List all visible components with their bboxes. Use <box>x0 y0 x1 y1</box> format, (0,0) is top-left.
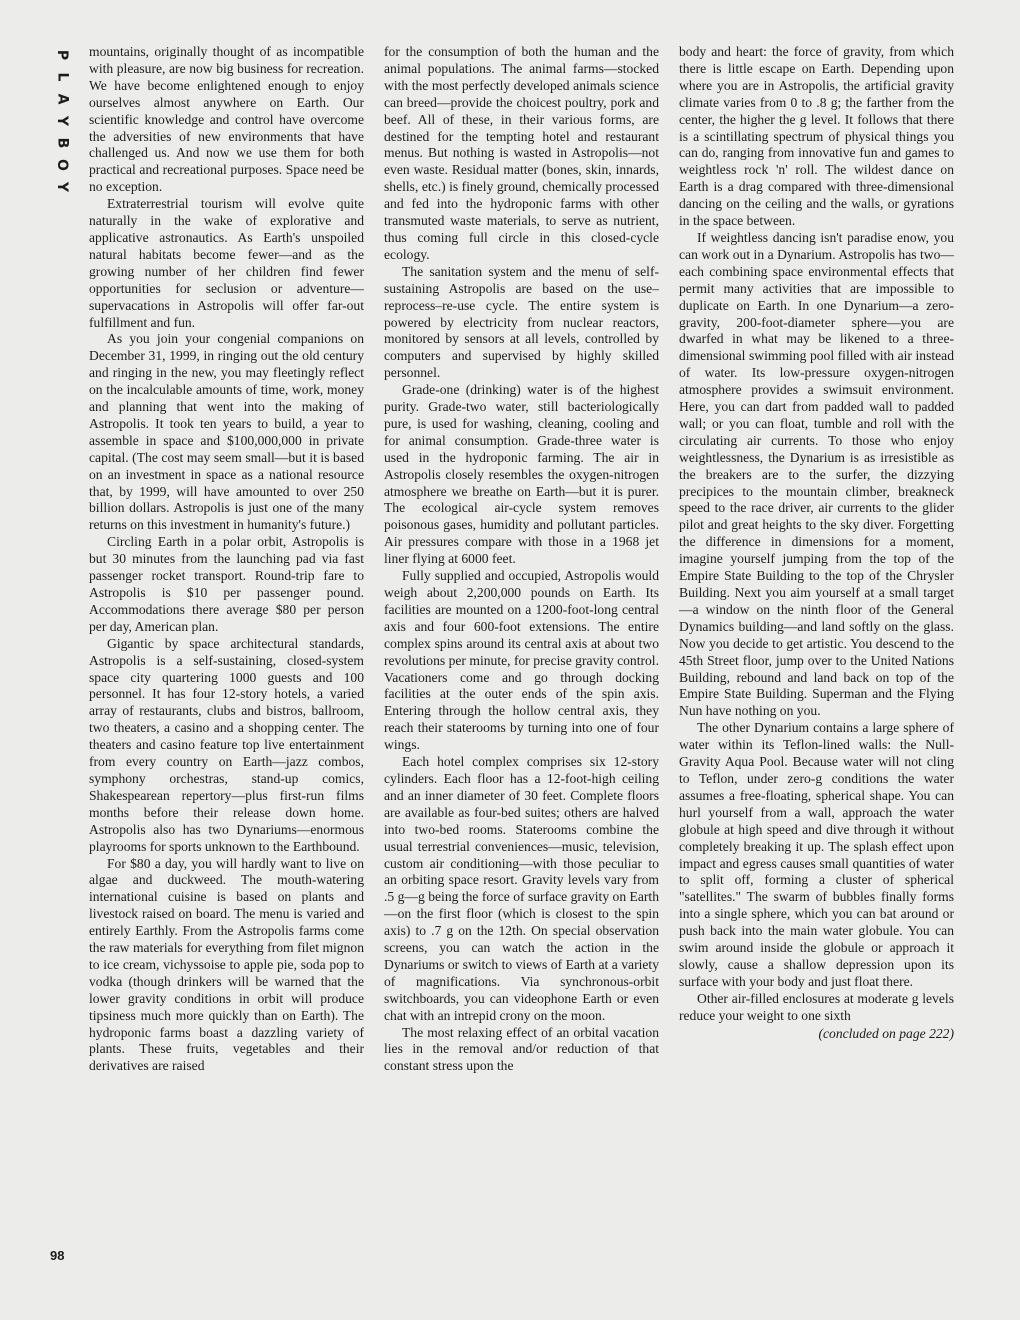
magazine-title-vertical <box>52 44 72 198</box>
paragraph: The sanitation system and the menu of self-sustaining Astropolis are based on the use–reprocess–re-use cycle. The entire system is powered by electricity from nuclear reactors, monitored by sensors at all levels, controlled by computers and supervised by highly skilled personnel. <box>384 263 659 381</box>
text-column-2 <box>384 44 659 1264</box>
paragraph: for the consumption of both the human and the animal populations. The animal farms—stocked with the most perfectly developed animals science can breed—provide the choicest poultry, pork and beef. All of these, in their various forms, are destined for the tempting hotel and restaurant menus. But nothing is wasted in Astropolis—not even waste. Residual matter (bones, skin, innards, shells, etc.) is finely ground, chemically processed and fed into the hydroponic farms with other transmuted waste materials, to serve as nutrient, thus coming full circle in this closed-cycle ecology. <box>384 44 659 262</box>
logo-letter: Y <box>53 115 70 127</box>
text-column-3 <box>679 44 954 1264</box>
paragraph: Grade-one (drinking) water is of the highest purity. Grade-two water, still bacteriologically pure, is used for washing, cleaning, cooling and for animal consumption. Grade-three water is used in the hydroponic farming. The air in Astropolis closely resembles the oxygen-nitrogen atmosphere we breathe on Earth—but it is purer. The ecological air-cycle system removes poisonous gases, humidity and pollutant particles. Air pressures compare with those in a 1968 jet liner flying at 6000 feet. <box>384 382 659 567</box>
paragraph: Fully supplied and occupied, Astropolis would weigh about 2,200,000 pounds on Earth. Its facilities are mounted on a 1200-foot-long central axis and four 600-foot extensions. The entire complex spins around its central axis at about two revolutions per minute, for precise gravity control. Vacationers come and go through docking facilities at the outer ends of the spin axis. Entering through the hollow central axis, they reach their staterooms by turning into one of four wings. <box>384 568 659 753</box>
text-column-1 <box>89 44 364 1264</box>
paragraph: body and heart: the force of gravity, from which there is little escape on Earth. Depending upon where you are in Astropolis, the artificial gravity climate varies from 0 to .8 g; the farther from the center, the higher the g level. It follows that there is a scintillating spectrum of physical things you can do, ranging from innovative fun and games to weightless rock 'n' roll. The wildest dance on Earth is a drag compared with three-dimensional dancing on the ceiling and the walls, or gyrations in the space between. <box>679 44 954 229</box>
paragraph: If weightless dancing isn't paradise enow, you can work out in a Dynarium. Astropolis has two—each combining space environmental effects that permit many activities that are impossible to duplicate on Earth. In one Dynarium—a zero-gravity, 200-foot-diameter sphere—you are dwarfed in what may be likened to a three-dimensional swimming pool filled with air instead of water. Its low-pressure oxygen-nitrogen atmosphere provides a swimsuit environment. Here, you can dart from padded wall to padded wall; or you can float, tumble and roll with the circulating air currents. To those who enjoy weightlessness, the Dynarium is as irresistible as the breakers are to the surfer, the dizzying precipices to the mountain climber, breakneck speed to the race driver, air currents to the glider pilot and great heights to the sky diver. Forgetting the difference in dimensions for a moment, imagine yourself jumping from the top of the Empire State Building to the top of the Chrysler Building. Next you aim yourself at a small target—a window on the ninth floor of the General Dynamics building—and land softly on the glass. Now you decide to get artistic. You descend to the 45th Street floor, jump over to the United Nations Building, rebound and land back on top of the Empire State Building. Superman and the Flying Nun have nothing on you. <box>679 229 954 719</box>
logo-letter: B <box>53 137 70 149</box>
page-number: 98 <box>50 1248 65 1263</box>
logo-letter: A <box>54 93 70 105</box>
paragraph: The other Dynarium contains a large sphere of water within its Teflon-lined walls: the Null-Gravity Aqua Pool. Because water will not cling to Teflon, under zero-g conditions the water assumes a free-floating, spherical shape. You can hurl yourself from a wall, approach the water globule at high speed and dive through it without completely breaking it up. The splash effect upon impact and egress causes small quantities of water to split off, forming a cluster of spherical "satellites." The swarm of bubbles finally forms into a single sphere, which you can bat around or push back into the main water globule. You can swim around inside the globule or approach it slowly, cause a shallow depression upon its surface with your body and just float there. <box>679 720 954 989</box>
logo-letter: P <box>53 49 70 61</box>
paragraph: Gigantic by space architectural standards, Astropolis is a self-sustaining, closed-system space city quartering 1000 guests and 100 personnel. It has four 12-story hotels, a varied array of restaurants, clubs and bistros, ballroom, two theaters, a casino and a shopping center. The theaters and casino feature top live entertainment from every country on Earth—jazz combos, symphony orchestras, stand-up comics, Shakespearean repertory—plus first-run films months before their release down home. Astropolis also has two Dynariums—enormous playrooms for sports unknown to the Earthbound. <box>89 635 364 854</box>
paragraph: Other air-filled enclosures at moderate g levels reduce your weight to one sixth <box>679 990 954 1023</box>
logo-letter: L <box>53 72 70 82</box>
paragraph: Each hotel complex comprises six 12-story cylinders. Each floor has a 12-foot-high ceiling and an inner diameter of 30 feet. Complete floors are available as four-bed suites; others are halved into two-bed rooms. Staterooms combine the usual terrestrial conveniences—music, television, custom air conditioning—with those peculiar to an orbiting space resort. Gravity levels vary from .5 g—g being the force of surface gravity on Earth—on the first floor (which is closest to the spin axis) to .7 g on the 12th. On special observation screens, you can watch the action in the Dynariums or switch to views of Earth at a variety of magnifications. Via synchronous-orbit switchboards, you can videophone Earth or even chat with an intrepid crony on the moon. <box>384 754 659 1023</box>
paragraph: As you join your congenial companions on December 31, 1999, in ringing out the old century and ringing in the new, you may fleetingly reflect on the incalculable amounts of time, work, money and planning that went into the making of Astropolis. It took ten years to build, a year to assemble in space and $100,000,000 in private capital. (The cost may seem small—but it is based on an investment in space as a national resource that, by 1999, will have amounted to over 250 billion dollars. Astropolis is just one of the many returns on this investment in humanity's future.) <box>89 331 364 533</box>
paragraph: Extraterrestrial tourism will evolve quite naturally in the wake of explorative and applicative astronautics. As Earth's unspoiled natural habitats become fewer—and as the growing number of her children find fewer opportunities for seclusion or adventure—supervacations in Astropolis will offer far-out fulfillment and fun. <box>89 196 364 330</box>
logo-letter: Y <box>53 181 70 193</box>
logo-letter: O <box>54 159 70 171</box>
paragraph: Circling Earth in a polar orbit, Astropolis is but 30 minutes from the launching pad via fast passenger rocket transport. Round-trip fare to Astropolis is $10 per passenger pound. Accommodations there average $80 per person per day, American plan. <box>89 534 364 634</box>
paragraph: The most relaxing effect of an orbital vacation lies in the removal and/or reduction of that constant stress upon the <box>384 1024 659 1074</box>
continued-note: (concluded on page 222) <box>818 1025 954 1041</box>
paragraph: mountains, originally thought of as incompatible with pleasure, are now big business for recreation. We have become enlightened enough to enjoy ourselves almost anywhere on Earth. Our scientific knowledge and control have overcome the adversities of new environments that have challenged us. And now we use them for both practical and recreational purposes. Space need be no exception. <box>89 44 364 195</box>
paragraph: For $80 a day, you will hardly want to live on algae and duckweed. The mouth-watering international cuisine is based on plants and livestock raised on board. The menu is varied and entirely Earthly. From the Astropolis farms come the raw materials for everything from filet mignon to ice cream, vichyssoise to apple pie, soda pop to vodka (though drinkers will be warned that the lower gravity conditions in orbit will produce tipsiness much more quickly than on Earth). The hydroponic farms boast a dazzling variety of plants. These fruits, vegetables and their derivatives are raised <box>89 855 364 1074</box>
article-body <box>89 44 955 1264</box>
